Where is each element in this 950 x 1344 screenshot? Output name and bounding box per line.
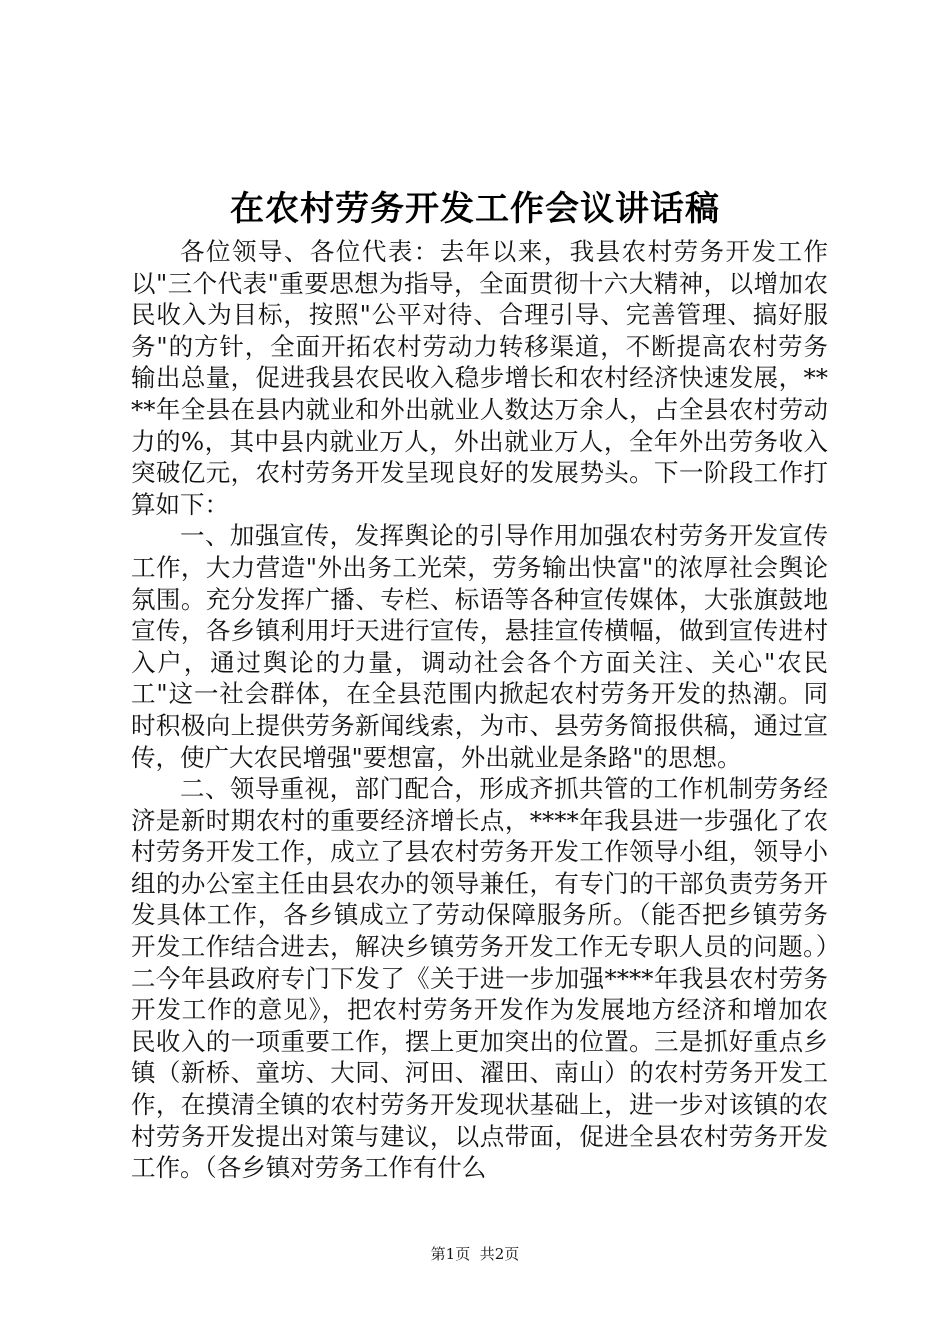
footer-separator [470, 1245, 480, 1263]
paragraph-section-one: 一、加强宣传，发挥舆论的引导作用加强农村劳务开发宣传工作，大力营造"外出务工光荣，劳务输出快富"的浓厚社会舆论氛围。充分发挥广播、专栏、标语等各种宣传媒体，大张旗鼓地宣传，各乡镇利用圩天进行宣传，悬挂宣传横幅，做到宣传进村入户，通过舆论的力量，调动社会各个方面关注、关心"农民工"这一社会群体，在全县范围内掀起农村劳务开发的热潮。同时积极向上提供劳务新闻线索，为市、县劳务简报供稿，通过宣传，使广大农民增强"要想富，外出就业是条路"的思想。 [131, 521, 828, 772]
page-footer [0, 1244, 950, 1264]
page-total: 共2页 [479, 1245, 520, 1263]
document-body [131, 236, 828, 1184]
page-number: 第1页 [430, 1245, 471, 1263]
paragraph-intro: 各位领导、各位代表：去年以来，我县农村劳务开发工作以"三个代表"重要思想为指导，全面贯彻十六大精神，以增加农民收入为目标，按照"公平对待、合理引导、完善管理、搞好服务"的方针，全面开拓农村劳动力转移渠道，不断提高农村劳务输出总量，促进我县农民收入稳步增长和农村经济快速发展，****年全县在县内就业和外出就业人数达万余人，占全县农村劳动力的%，其中县内就业万人，外出就业万人，全年外出劳务收入突破亿元，农村劳务开发呈现良好的发展势头。下一阶段工作打算如下： [131, 237, 828, 519]
paragraph-section-two: 二、领导重视，部门配合，形成齐抓共管的工作机制劳务经济是新时期农村的重要经济增长点，****年我县进一步强化了农村劳务开发工作，成立了县农村劳务开发工作领导小组，领导小组的办公室主任由县农办的领导兼任，有专门的干部负责劳务开发具体工作，各乡镇成立了劳动保障服务所。（能否把乡镇劳务开发工作结合进去，解决乡镇劳务开发工作无专职人员的问题。）二今年县政府专门下发了《关于进一步加强****年我县农村劳务开发工作的意见》，把农村劳务开发作为发展地方经济和增加农民收入的一项重要工作，摆上更加突出的位置。三是抓好重点乡镇（新桥、童坊、大同、河田、濯田、南山）的农村劳务开发工作，在摸清全镇的农村劳务开发现状基础上，进一步对该镇的农村劳务开发提出对策与建议，以点带面，促进全县农村劳务开发工作。（各乡镇对劳务工作有什么 [131, 774, 828, 1183]
document-title: 在农村劳务开发工作会议讲话稿 [230, 189, 720, 229]
